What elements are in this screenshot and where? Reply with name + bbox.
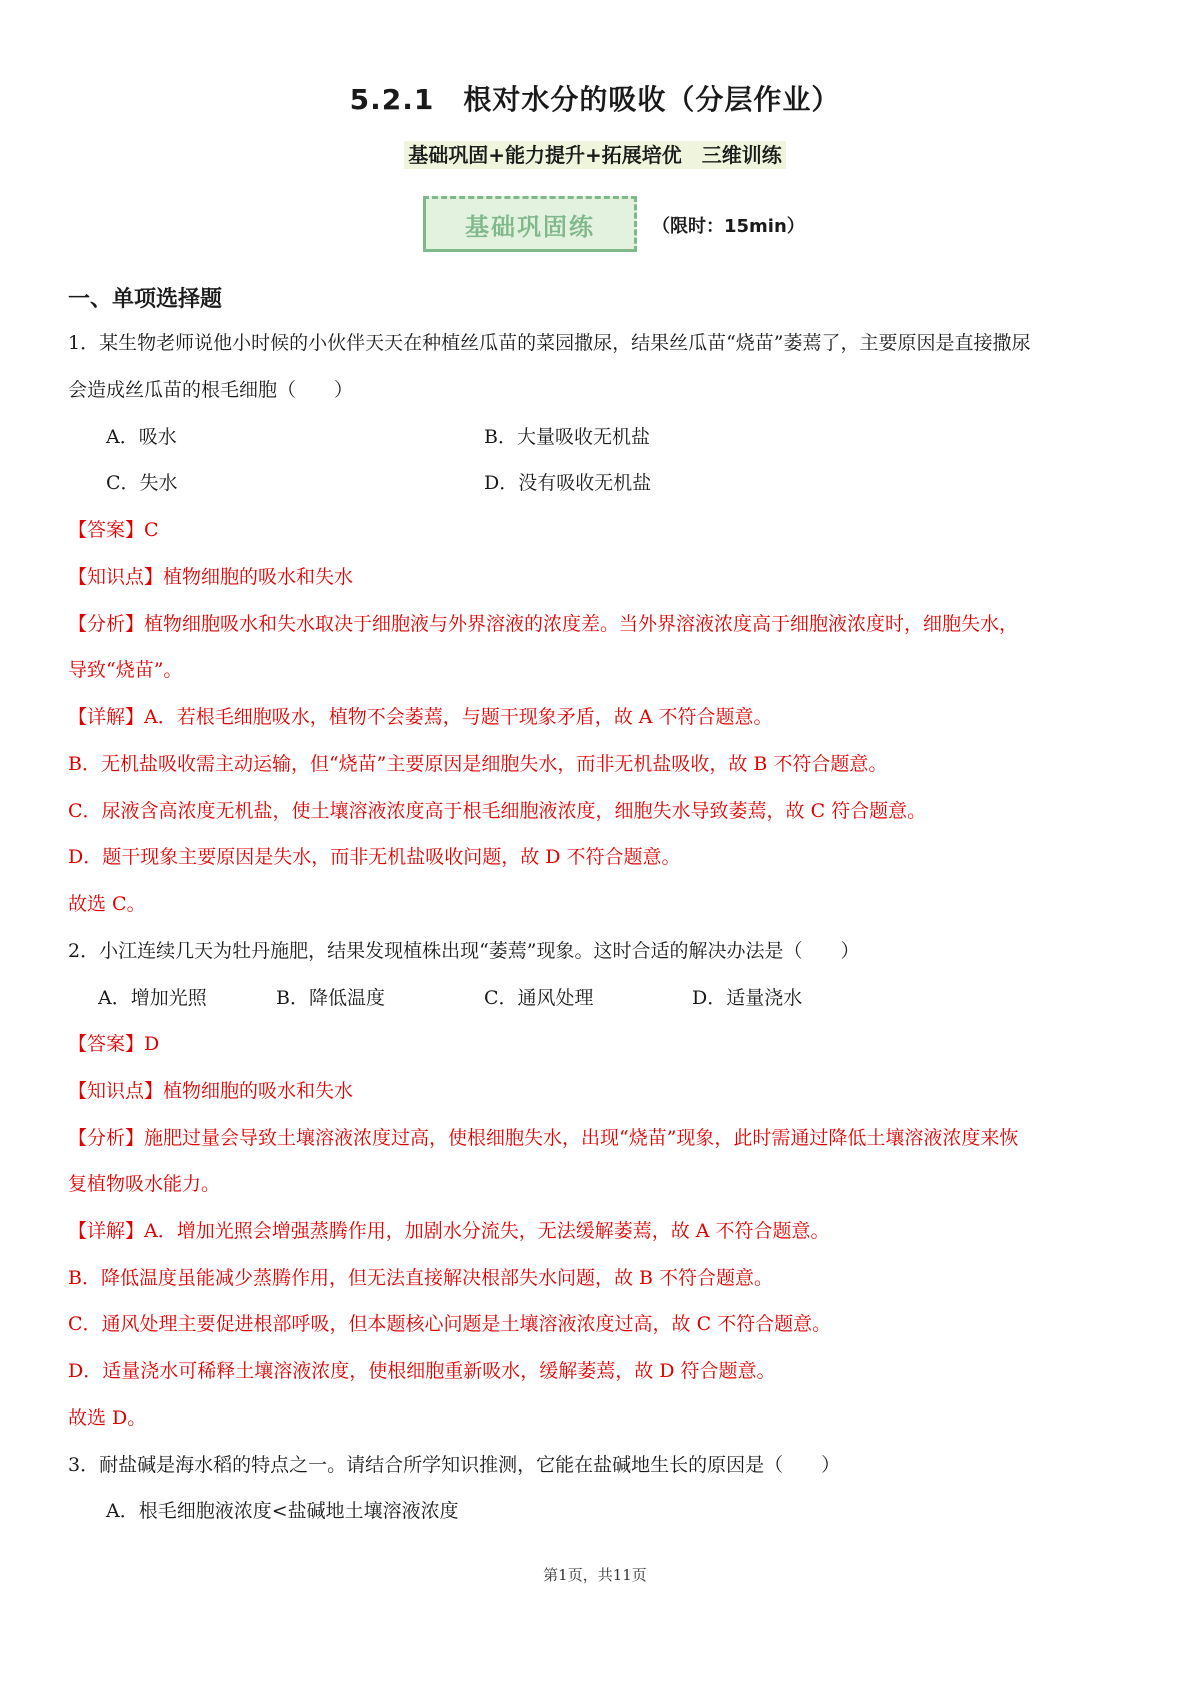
q2-analysis-line1: 【分析】施肥过量会导致土壤溶液浓度过高，使根细胞失水，出现“烧苗”现象，此时需通过降低土壤溶液浓度来恢: [68, 1127, 1019, 1149]
q1-analysis-line1: 【分析】植物细胞吸水和失水取决于细胞液与外界溶液的浓度差。当外界溶液浓度高于细胞液浓度时，细胞失水，: [68, 613, 1019, 635]
q1-conclusion: 故选 C。: [68, 893, 146, 915]
q1-option-d: D．没有吸收无机盐: [484, 472, 652, 494]
q2-option-d: D．适量浇水: [692, 987, 803, 1009]
q3-option-a: A．根毛细胞液浓度<盐碱地土壤溶液浓度: [106, 1500, 459, 1522]
q2-detail-b: B．降低温度虽能减少蒸腾作用，但无法直接解决根部失水问题，故 B 不符合题意。: [68, 1267, 774, 1289]
q1-option-b: B．大量吸收无机盐: [484, 426, 650, 448]
q2-detail-c: C．通风处理主要促进根部呼吸，但本题核心问题是土壤溶液浓度过高，故 C 不符合题意。: [68, 1313, 832, 1335]
page-title: 5.2.1 根对水分的吸收（分层作业）: [349, 83, 841, 116]
q1-detail-a: 【详解】A．若根毛细胞吸水，植物不会萎蔫，与题干现象矛盾，故 A 不符合题意。: [68, 706, 773, 728]
q1-detail-d: D．题干现象主要原因是失水，而非无机盐吸收问题，故 D 不符合题意。: [68, 846, 681, 868]
level-badge: 基础巩固练: [423, 196, 637, 252]
q2-option-b: B．降低温度: [276, 987, 385, 1009]
q1-detail-b: B．无机盐吸收需主动运输，但“烧苗”主要原因是细胞失水，而非无机盐吸收，故 B 不符合题意。: [68, 753, 888, 775]
q1-option-a: A．吸水: [106, 426, 177, 448]
q2-detail-d: D．适量浇水可稀释土壤溶液浓度，使根细胞重新吸水，缓解萎蔫，故 D 符合题意。: [68, 1360, 776, 1382]
q1-analysis-line2: 导致“烧苗”。: [68, 659, 183, 681]
q2-option-c: C．通风处理: [484, 987, 594, 1009]
q2-detail-a: 【详解】A．增加光照会增强蒸腾作用，加剧水分流失，无法缓解萎蔫，故 A 不符合题意。: [68, 1220, 830, 1242]
q1-knowledge: 【知识点】植物细胞的吸水和失水: [68, 566, 354, 588]
q2-answer: 【答案】D: [68, 1033, 160, 1055]
q2-stem: 2．小江连续几天为牡丹施肥，结果发现植株出现“萎蔫”现象。这时合适的解决办法是（ ）: [68, 940, 860, 962]
q1-option-c: C．失水: [106, 472, 178, 494]
q1-stem-line1: 1．某生物老师说他小时候的小伙伴天天在种植丝瓜苗的菜园撒尿，结果丝瓜苗“烧苗”萎蔫了，主要原因是直接撒尿: [68, 332, 1031, 354]
page-footer: 第1页，共11页: [543, 1566, 647, 1584]
page-subtitle: 基础巩固+能力提升+拓展培优 三维训练: [0, 139, 1190, 168]
section-title: 一、单项选择题: [68, 287, 223, 312]
q2-option-a: A．增加光照: [98, 987, 207, 1009]
q2-analysis-line2: 复植物吸水能力。: [68, 1173, 221, 1195]
q3-stem: 3．耐盐碱是海水稻的特点之一。请结合所学知识推测，它能在盐碱地生长的原因是（ ）: [68, 1454, 841, 1476]
time-limit: （限时：15min）: [652, 216, 805, 237]
q2-conclusion: 故选 D。: [68, 1407, 147, 1429]
q2-knowledge: 【知识点】植物细胞的吸水和失水: [68, 1080, 354, 1102]
q1-answer: 【答案】C: [68, 519, 159, 541]
q1-stem-line2: 会造成丝瓜苗的根毛细胞（ ）: [68, 379, 354, 401]
q1-detail-c: C．尿液含高浓度无机盐，使土壤溶液浓度高于根毛细胞液浓度，细胞失水导致萎蔫，故 C 符合题意。: [68, 800, 927, 822]
